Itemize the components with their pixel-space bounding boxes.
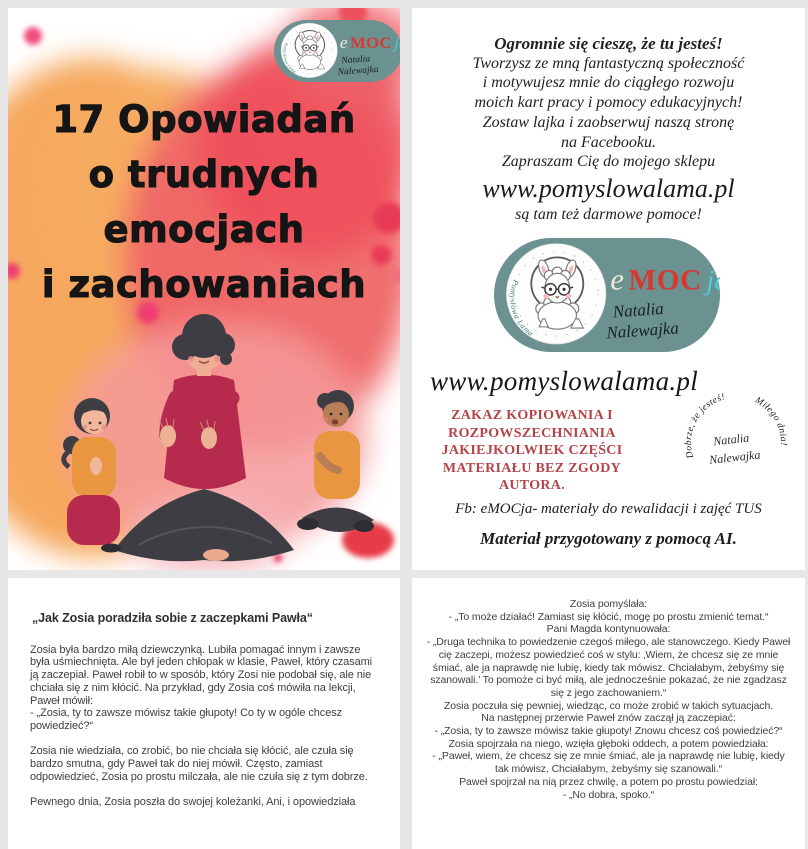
intro-line: moich kart pracy i pomocy edukacyjnych!	[474, 94, 743, 112]
story-line: - „No dobra, spoko.“	[562, 788, 655, 801]
intro-text	[412, 34, 805, 172]
story-line: Paweł spojrzał na nią przez chwilę, a potem po prostu powiedział:	[459, 775, 758, 788]
story-paragraph: Zosia była bardzo miłą dziewczynką. Lubiła pomagać innym i zawsze była uśmiechnięta. Ale był jeden chłopak w klasie, Paweł, który czasami ją zaczepiał. Paweł robił to w sposób, który Zosi nie podobał się, ale nie chciała się z nim kłócić. Na przykład, gdy Zosia coś mówiła na lekcji, Paweł mówił:	[30, 643, 373, 707]
story-line: - „To może działać! Zamiast się kłócić, mogę po prostu zmienić temat.“	[448, 610, 769, 623]
intro-line: Ogromnie się cieszę, że tu jesteś!	[494, 34, 723, 53]
website-url: www.pomyslowalama.pl	[430, 366, 699, 396]
page-story-right	[412, 578, 805, 849]
intro-line: na Facebooku.	[560, 133, 657, 151]
story-line: Zosia spojrzała na niego, wzięła głęboki oddech, a potem powiedziała:	[448, 737, 769, 750]
story-line: Pani Magda kontynuowała:	[546, 623, 671, 636]
story-title: „Jak Zosia poradziła sobie z zaczepkami Pawła“	[32, 611, 313, 625]
intro-line: Tworzysz ze mną fantastyczną społeczność	[472, 54, 745, 72]
story-line: Na następnej przerwie Paweł znów zaczął ją zaczepiać:	[481, 712, 736, 725]
copyright-line: AUTORA.	[498, 478, 566, 493]
story-line: - „Druga technika to powiedzenie czegoś miłego, ale stanowczego. Kiedy Paweł cię zaczepi, możesz powiedzieć coś w stylu: ‚Wiem, że chcesz się ze mnie śmiać, ale ja naprawdę nie lubię, kiedy tak mówisz. Chciałabym, żebyśmy się szanowali.’ To pomoże ci być miłą, ale jednocześnie pokazać, że nie zgadzasz się z jego zachowaniem.“	[426, 636, 791, 699]
copyright-notice	[432, 407, 632, 495]
cover-title-line: 17 Opowiadań	[52, 98, 356, 141]
emocja-logo	[494, 238, 720, 352]
shop-url: www.pomyslowalama.pl	[482, 174, 735, 203]
story-text-right	[425, 598, 792, 801]
copyright-line: JAKIEJKOLWIEK CZĘŚCI	[441, 443, 623, 458]
svg-text:Nalewajka: Nalewajka	[708, 447, 761, 467]
stamp-arc-text-side: Miłego dnia!	[753, 395, 789, 447]
facebook-line: Fb: eMOCja- materiały do rewalidacji i zajęć TUS	[455, 501, 762, 517]
greeting-stamp	[680, 385, 792, 497]
copyright-line: MATERIAŁU BEZ ZGODY	[442, 460, 622, 476]
cover-title-line: emocjach	[103, 208, 305, 251]
story-paragraph: - „Zosia, ty to zawsze mówisz takie głupoty! Co ty w ogóle chcesz powiedzieć?“	[30, 707, 343, 732]
page-info	[412, 8, 805, 570]
story-paragraph: Pewnego dnia, Zosia poszła do swojej koleżanki, Ani, i opowiedziała	[30, 796, 356, 809]
cover-title-line: i zachowaniach	[41, 263, 367, 306]
stamp-signature	[706, 430, 761, 467]
stamp-arc-text-top: Dobrze, że jesteś!	[683, 392, 727, 460]
svg-text:Natalia: Natalia	[712, 430, 750, 449]
cover-title	[8, 92, 400, 312]
emocja-logo	[274, 20, 400, 82]
cover-title-line: o trudnych	[88, 153, 320, 196]
intro-line: Zostaw lajka i zaobserwuj naszą stronę	[482, 113, 735, 131]
story-line: - „Paweł, wiem, że chcesz się ze mnie śmiać, ale ja naprawdę nie lubię, kiedy tak mówisz. Chciałabym, żebyśmy się szanowali.“	[432, 750, 785, 776]
story-line: - „Zosia, ty to zawsze mówisz takie głupoty! Znowu chcesz coś powiedzieć?“	[434, 725, 783, 738]
freebies-line: są tam też darmowe pomoce!	[515, 206, 702, 223]
page-cover	[8, 8, 400, 570]
story-line: Zosia poczuła się pewniej, wiedząc, co może zrobić w takich sytuacjach.	[443, 699, 774, 712]
page-story-left	[8, 578, 400, 849]
copyright-line: ROZPOWSZECHNIANIA	[448, 425, 616, 441]
story-paragraph: Zosia nie wiedziała, co zrobić, bo nie chciała się kłócić, ale czuła się bardzo smutna, gdy Paweł tak do niej mówił. Często, zamiast odpowiedzieć, Zosia po prostu milczała, ale nie czuła się z tym dobrze.	[30, 745, 368, 783]
intro-line: i motywujesz mnie do ciągłego rozwoju	[482, 74, 735, 92]
story-line: Zosia pomyślała:	[569, 598, 648, 610]
intro-line: Zapraszam Cię do mojego sklepu	[501, 153, 716, 171]
ai-disclaimer: Materiał przygotowany z pomocą AI.	[480, 529, 737, 548]
copyright-line: ZAKAZ KOPIOWANIA I	[451, 408, 613, 423]
story-text-left	[30, 612, 382, 809]
